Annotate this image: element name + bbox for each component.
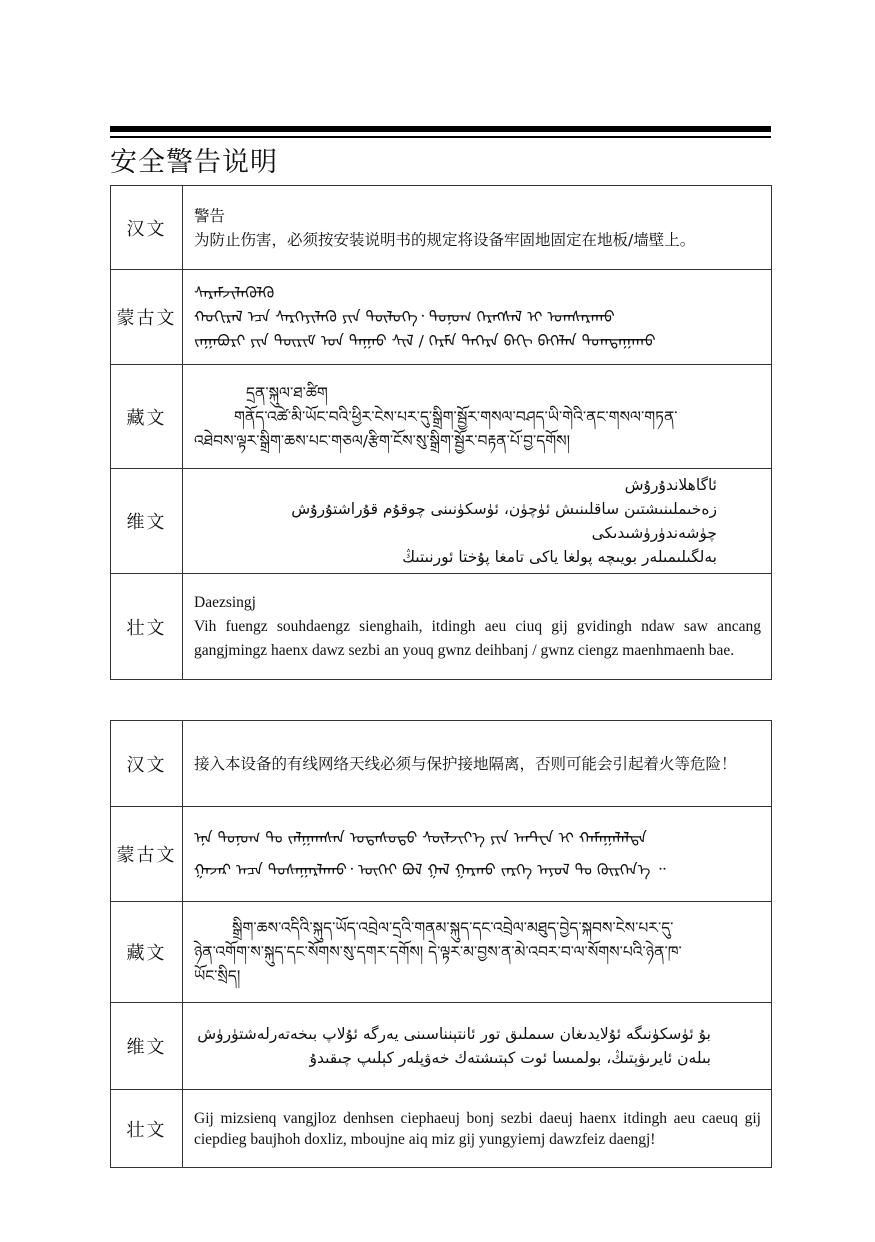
warning-heading: དྲན་སྐུལ་ཐ་ཚིག xyxy=(246,383,328,402)
warning-text: Gij mizsienq vangjloz denhsen ciephaeuj bonj sezbi daeuj haenx itdingh aeu caeuq gij ciepdieg baujhoh doxliz, mboujne aiq miz gij yungyiemj dawzfeiz daengj! xyxy=(194,1109,761,1148)
warning-text-line: ᠵᠠᠭᠠᠪᠤᠷᠢ ᠶᠢᠨ ᠳᠦᠷᠢᠮ ᠤᠨ ᠳᠠᠭᠠᠤ ᠰᠢᠯ / ᠬᠡᠷᠮᠡ ᠳᠡᠭᠡᠷᠡ ᠪᠠᠬᠢ ᠪᠡᠬᠡᠯᠡᠨ ᠲᠣᠭᠲᠠᠭᠠᠬᠤ xyxy=(194,332,656,350)
lang-label: 汉文 xyxy=(111,186,183,270)
lang-label: 蒙古文 xyxy=(111,807,183,902)
lang-label: 壮文 xyxy=(111,574,183,680)
lang-label: 藏文 xyxy=(111,365,183,469)
warning-heading: ᠰᠡᠷᠡᠮᠵᠢᠯᠡᠭᠦᠯᠬᠦ xyxy=(194,284,275,302)
warning-text: Vih fuengz souhdaengz sienghaih, itdingh aeu ciuq gij gvidingh ndaw saw ancang gangjmingz haenx dawz sezbi an youq gwnz deihbanj / gwnz ciengz maenhmaenh bae. xyxy=(194,617,761,659)
warning-table-1 xyxy=(110,185,772,680)
warning-text-line: زەخىملىنىشتىن ساقلىنىش ئۈچۈن، ئۈسكۈنىنى چوقۇم قۇراشتۇرۇش چۈشەندۈرۈشىدىكى xyxy=(291,500,717,542)
warning-text-line: بۇ ئۈسكۈنىگە ئۇلايدىغان سىملىق تور ئانتېنناسىنى يەرگە ئۇلاپ بىخەتەرلەشتۈرۈش xyxy=(197,1025,711,1043)
warning-text-line: སྒྲིག་ཆས་འདིའི་སྐུད་ཡོད་འབྲེལ་དྲའི་གནམ་སྐུད་དང་འབྲེལ་མཐུད་བྱེད་སྐབས་ངེས་པར་དུ་ xyxy=(232,919,674,937)
warning-text-line: ᠬᠣᠬᠢᠷᠠᠯ ᠡᠴᠡ ᠰᠡᠷᠭᠡᠶᠢᠯᠡᠬᠦ ᠶᠢᠨ ᠲᠥᠯᠥᠭᠡ᠂ ᠲᠣᠨᠣᠭ ᠬᠡᠷᠡᠭᠰᠡᠯ ᠢ ᠤᠭᠰᠠᠷᠠᠬᠤ xyxy=(194,308,615,326)
lang-label: 蒙古文 xyxy=(111,270,183,365)
warning-text-line: بەلگىلىمىلەر بويىچە پولغا ياكى تامغا پۇختا ئورنىتىڭ xyxy=(402,548,717,566)
lang-label: 汉文 xyxy=(111,721,183,807)
warning-text-line: ᠭᠠᠵᠠᠷ ᠠᠴᠠ ᠲᠤᠰᠠᠭᠠᠷᠯᠠᠬᠤ᠂ ᠦᠭᠡᠢ ᠪᠣᠯ ᠭᠠᠯ ᠭᠠᠷᠬᠤ ᠵᠡᠷᠭᠡ ᠠᠶᠤᠯ ᠲᠤ ᠬᠦᠷᠭᠡᠨ᠎ᠡ ᠃ xyxy=(194,861,666,879)
table-row-zhuang xyxy=(111,574,772,680)
table-row-mongolian xyxy=(111,807,772,902)
page-title: 安全警告说明 xyxy=(110,147,278,178)
warning-text: 接入本设备的有线网络天线必须与保护接地隔离，否则可能会引起着火等危险！ xyxy=(194,754,737,773)
lang-label: 维文 xyxy=(111,1003,183,1090)
table-row-mongolian xyxy=(111,270,772,365)
cell-zhuang xyxy=(183,1090,772,1168)
table-row-zhuang xyxy=(111,1090,772,1168)
header-rule-thick xyxy=(110,126,771,132)
cell-tibetan xyxy=(183,902,772,1003)
table-row-tibetan xyxy=(111,365,772,469)
table-row-tibetan xyxy=(111,902,772,1003)
cell-uyghur xyxy=(183,469,772,574)
warning-heading: Daezsingj xyxy=(194,593,256,611)
cell-chinese xyxy=(183,721,772,807)
warning-text-line: ཉེན་འགོག་ས་སྐུད་དང་སོགས་སུ་དགར་དགོས། དེ་ལྟར་མ་བྱས་ན་མེ་འབར་བ་ལ་སོགས་པའི་ཉེན་ཁ་ xyxy=(194,943,682,961)
warning-heading: 警告 xyxy=(194,206,226,225)
warning-text-line: ཡོང་སྲིད། xyxy=(194,967,241,985)
cell-mongolian xyxy=(183,270,772,365)
warning-heading: ئاگاھلاندۇرۇش xyxy=(624,476,717,494)
table-row-uyghur xyxy=(111,1003,772,1090)
cell-uyghur xyxy=(183,1003,772,1090)
cell-zhuang xyxy=(183,574,772,680)
warning-table-2 xyxy=(110,720,772,1168)
table-row-chinese xyxy=(111,721,772,807)
lang-label: 壮文 xyxy=(111,1090,183,1168)
lang-label: 藏文 xyxy=(111,902,183,1003)
warning-text-line: ᠡᠨᠡ ᠲᠣᠨᠣᠭ ᠲᠤ ᠵᠠᠯᠭᠠᠭᠰᠠᠨ ᠤᠲᠠᠰᠤᠲᠤ ᠰᠦᠯᠵᠢᠶ᠎ᠡ ᠶᠢᠨ ᠠᠨᠲᠧᠨ ᠢ ᠬᠠᠮᠠᠭᠠᠯᠠᠯᠲᠠ xyxy=(194,829,647,847)
cell-tibetan xyxy=(183,365,772,469)
header-rule-thin xyxy=(110,136,771,138)
lang-label: 维文 xyxy=(111,469,183,574)
warning-text-line: གནོད་འཚེ་མི་ཡོང་བའི་ཕྱིར་ངེས་པར་དུ་སྒྲིག་སྦྱོར་གསལ་བཤད་ཡི་གེའི་ནང་གསལ་གཏན་ xyxy=(234,407,678,426)
cell-chinese xyxy=(183,186,772,270)
warning-text-line: འཐེབས་ལྟར་སྒྲིག་ཆས་པང་གཅལ/རྩིག་ངོས་སུ་སྒྲིག་སྦྱོར་བརྟན་པོ་བྱ་དགོས། xyxy=(194,431,571,450)
table-row-uyghur xyxy=(111,469,772,574)
warning-text-line: بىلەن ئايرىۋېتىڭ، بولمىسا ئوت كېتىشتەك خەۋپلەر كېلىپ چىقىدۇ xyxy=(309,1049,711,1067)
cell-mongolian xyxy=(183,807,772,902)
table-row-chinese xyxy=(111,186,772,270)
warning-text: 为防止伤害，必须按安装说明书的规定将设备牢固地固定在地板/墙壁上。 xyxy=(194,230,696,249)
